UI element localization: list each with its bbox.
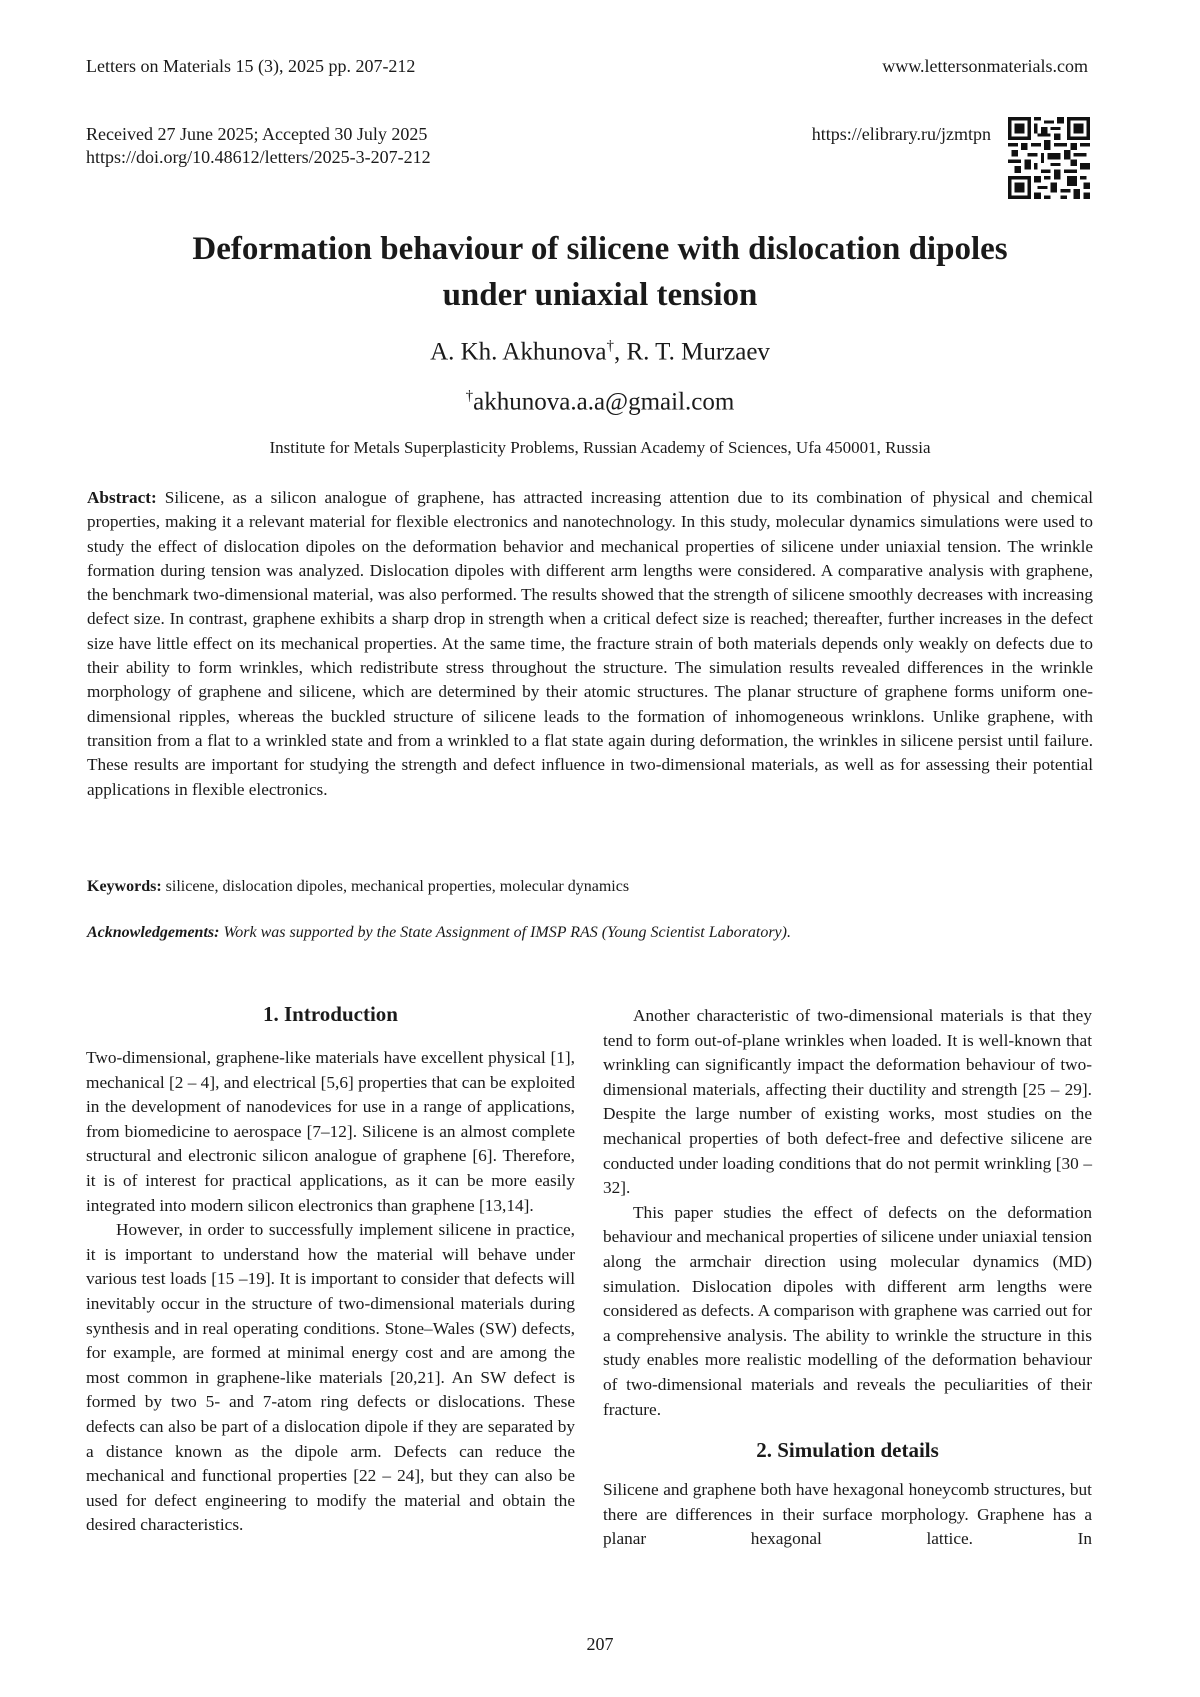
elibrary-link[interactable]: https://elibrary.ru/jzmtpn [812,123,991,145]
intro-paragraph-3: Another characteristic of two-dimensional materials is that they tend to form out-of-plane wrinkles when loaded. It is well-known that wrinkling can significantly impact the deformation behaviour of two-dimensional materials, affecting their ductility and strength [25 – 29]. Despite the large number of existing works, most studies on the mechanical properties of both defect-free and defective silicene are conducted under loading conditions that do not permit wrinkling [30 – 32]. [603,1004,1092,1201]
simulation-paragraph-1: Silicene and graphene both have hexagonal honeycomb structures, but there are differences in their surface morphology. Graphene has a planar hexagonal lattice. In [603,1478,1092,1552]
affiliation: Institute for Metals Superplasticity Problems, Russian Academy of Sciences, Ufa 450001, Russia [80,437,1120,459]
qr-code-icon [1008,117,1090,199]
email-address[interactable]: akhunova.a.a@gmail.com [473,388,734,415]
keywords-text: silicene, dislocation dipoles, mechanical properties, molecular dynamics [162,878,629,895]
intro-paragraph-4: This paper studies the effect of defects on the deformation behaviour and mechanical properties of silicene under uniaxial tension along the armchair direction using molecular dynamics (MD) simulation. Dislocation dipoles with different arm lengths were considered as defects. A comparison with graphene was carried out for a comprehensive analysis. The ability to wrinkle the structure in this study enables more realistic modelling of the deformation behaviour of two-dimensional materials and reveals the peculiarities of their fracture. [603,1201,1092,1422]
acknowledgements [87,922,1093,944]
paper-title-line-1: Deformation behaviour of silicene with dislocation dipoles [80,226,1120,272]
authors [80,331,1120,367]
right-column [603,1004,1092,1552]
acknowledgements-text: Work was supported by the State Assignment of IMSP RAS (Young Scientist Laboratory). [219,924,791,941]
left-column [86,1000,575,1538]
corresponding-email [80,381,1120,417]
acknowledgements-label: Acknowledgements: [87,924,219,941]
received-accepted-dates: Received 27 June 2025; Accepted 30 July 2025 [86,123,427,145]
abstract-label: Abstract: [87,488,157,507]
paper-title-line-2: under uniaxial tension [80,272,1120,318]
doi-link[interactable]: https://doi.org/10.48612/letters/2025-3-207-212 [86,146,431,168]
page-number: 207 [0,1634,1200,1655]
journal-website[interactable]: www.lettersonmaterials.com [882,55,1088,77]
abstract [87,486,1093,802]
author-murzaev: , R. T. Murzaev [614,338,770,365]
simulation-details-heading: 2. Simulation details [603,1436,1092,1464]
paper-page [0,0,1200,1697]
journal-citation: Letters on Materials 15 (3), 2025 pp. 207-212 [86,55,415,77]
email-dagger: † [466,388,474,404]
paper-title [80,226,1120,318]
author-dagger: † [606,338,614,354]
intro-paragraph-2: However, in order to successfully implement silicene in practice, it is important to understand how the material will behave under various test loads [15 –19]. It is important to consider that defects will inevitably occur in the structure of two-dimensional materials during synthesis and in real operating conditions. Stone–Wales (SW) defects, for example, are formed at minimal energy cost and are among the most common in graphene-like materials [20,21]. An SW defect is formed by two 5- and 7-atom ring defects or dislocations. These defects can also be part of a dislocation dipole if they are separated by a distance known as the dipole arm. Defects can reduce the mechanical and functional properties [22 – 24], but they can also be used for defect engineering to modify the material and obtain the desired characteristics. [86,1218,575,1538]
keywords [87,876,1093,898]
keywords-label: Keywords: [87,878,162,895]
intro-paragraph-1: Two-dimensional, graphene-like materials have excellent physical [1], mechanical [2 – 4], and electrical [5,6] properties that can be exploited in the development of nanodevices for use in a range of applications, from biomedicine to aerospace [7–12]. Silicene is an almost complete structural and electronic silicon analogue of graphene [6]. Therefore, it is of interest for practical applications, as it can be more easily integrated into modern silicon electronics than graphene [13,14]. [86,1046,575,1218]
author-akhunova: A. Kh. Akhunova [430,338,606,365]
introduction-heading: 1. Introduction [86,1000,575,1028]
abstract-text: Silicene, as a silicon analogue of graphene, has attracted increasing attention due to its combination of physical and chemical properties, making it a relevant material for flexible electronics and nanotechnology. In this study, molecular dynamics simulations were used to study the effect of dislocation dipoles on the deformation behavior and mechanical properties of silicene under uniaxial tension. The wrinkle formation during tension was analyzed. Dislocation dipoles with different arm lengths were considered. A comparative analysis with graphene, the benchmark two-dimensional material, was also performed. The results showed that the strength of silicene smoothly decreases with increasing defect size. In contrast, graphene exhibits a sharp drop in strength when a critical defect size is reached; thereafter, further increases in the defect size have little effect on its mechanical properties. At the same time, the fracture strain of both materials depends only weakly on defects due to their ability to form wrinkles, which redistribute stress throughout the structure. The simulation results revealed differences in the wrinkle morphology of graphene and silicene, which are determined by their atomic structures. The planar structure of graphene forms uniform one-dimensional ripples, whereas the buckled structure of silicene leads to the formation of inhomogeneous wrinklons. Unlike graphene, with transition from a flat to a wrinkled state and from a wrinkled to a flat state again during deformation, the wrinkles in silicene persist until failure. These results are important for studying the strength and defect influence in two-dimensional materials, as well as for assessing their potential applications in flexible electronics. [87,488,1093,799]
